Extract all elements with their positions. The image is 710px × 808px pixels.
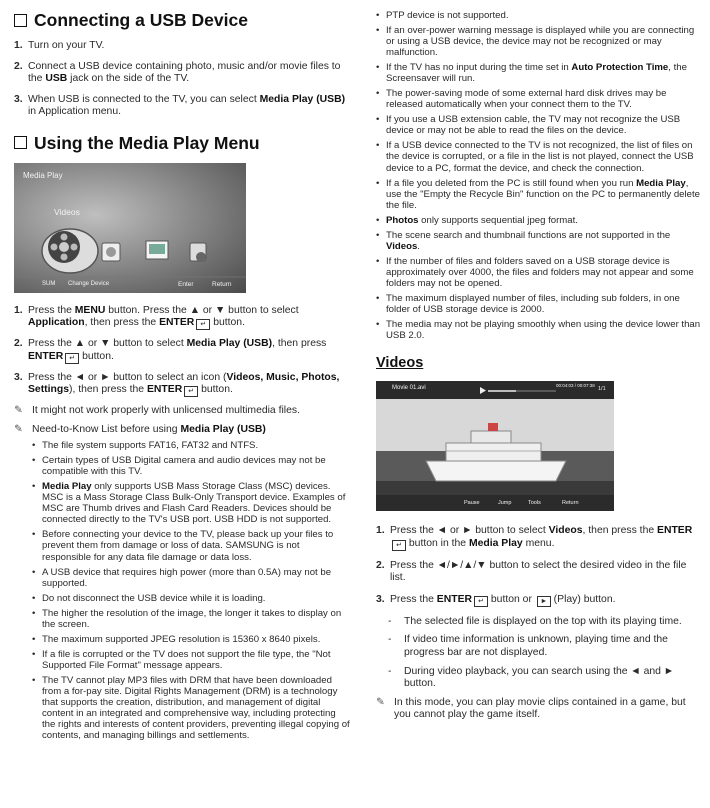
list-item: • A USB device that requires high power (more than 0.5A) may not be supported. bbox=[32, 567, 350, 589]
list-item: • If a file is corrupted or the TV does not support the file type, the "Not Supported File Format" message appears. bbox=[32, 649, 350, 671]
note-pen-icon: ✎ bbox=[14, 423, 23, 435]
list-item: • If a USB device connected to the TV is not recognized, the list of files on the device is corrupted, or a file in the list is not played, connect the USB device to a PC, format the device, and check the connection. bbox=[376, 140, 704, 173]
list-item: • PTP device is not supported. bbox=[376, 10, 704, 21]
video-time: 00:04:03 / 00:07:38 bbox=[556, 383, 595, 389]
note-need-to-know bbox=[14, 424, 346, 437]
list-item: • The media may not be playing smoothly when using the device lower than USB 2.0. bbox=[376, 319, 704, 341]
list-item: • If the TV has no input during the time set in Auto Protection Time, the Screensaver will run. bbox=[376, 62, 704, 84]
step-text: Press the ▲ or ▼ button to select Media Play (USB), then press ENTER ↵ button. bbox=[28, 338, 327, 362]
video-screenshot bbox=[376, 381, 614, 511]
step-number: 3. bbox=[376, 593, 385, 605]
list-item: • The TV cannot play MP3 files with DRM that have been downloaded from a for-pay site. Digital Rights Management (DRM) is a technology that supports the creation, distribution, and management of digital content in an integrated and comprehensive way, including protecting the rights and interests of content providers, preventing illegal copying of contents, and managing billings and settlements. bbox=[32, 675, 350, 742]
screen-title: Media Play bbox=[23, 170, 63, 180]
list-item: • Do not disconnect the USB device while it is loading. bbox=[32, 593, 350, 604]
step-item bbox=[14, 40, 346, 53]
step-item bbox=[14, 338, 346, 364]
heading-connecting-usb: Connecting a USB Device bbox=[14, 10, 346, 30]
list-item: • Certain types of USB Digital camera and audio devices may not be compatible with this TV. bbox=[32, 455, 350, 477]
list-item: • The maximum supported JPEG resolution is 15360 x 8640 pixels. bbox=[32, 634, 350, 645]
tools-label[interactable]: Tools bbox=[528, 500, 541, 507]
step-number: 1. bbox=[14, 304, 23, 316]
list-item: • If a file you deleted from the PC is still found when you run Media Play, use the "Empty the Recycle Bin" function on the PC to permanently delete the file. bbox=[376, 178, 704, 211]
list-item: • The scene search and thumbnail functions are not supported in the Videos. bbox=[376, 230, 704, 252]
step-text: Turn on your TV. bbox=[28, 40, 105, 51]
step-number: 3. bbox=[14, 371, 23, 383]
video-filename: Movie 01.avi bbox=[392, 385, 426, 392]
step-text: Press the ◄ or ► button to select an icon (Videos, Music, Photos, Settings), then press the ENTER ↵ button. bbox=[28, 371, 340, 395]
media-play-screenshot bbox=[14, 163, 246, 293]
note-game-clips: ✎ In this mode, you can play movie clips contained in a game, but you cannot play the game itself. bbox=[376, 696, 686, 721]
return-label[interactable]: Return bbox=[212, 280, 232, 288]
step-item bbox=[14, 305, 346, 331]
note-unlicensed: ✎ It might not work properly with unlicensed multimedia files. bbox=[14, 405, 300, 416]
list-item: • If the number of files and folders saved on a USB storage device is approximately over 4000, the files and folders may not appear and some folders may not be opened. bbox=[376, 256, 704, 289]
heading-using-media-play: Using the Media Play Menu bbox=[14, 133, 346, 153]
note2-text: Need-to-Know List before using Media Play (USB) bbox=[32, 423, 266, 435]
step-item bbox=[14, 61, 346, 86]
list-item: • Media Play only supports USB Mass Storage Class (MSC) devices. MSC is a Mass Storage Class Bulk-Only Transport device. Examples of MSC are Thumb drives and Flash Card Readers. Devices should be connected directly to the TV's USB port. USB HDD is not supported. bbox=[32, 481, 350, 525]
step-number: 2. bbox=[14, 60, 23, 72]
sum-label: SUM bbox=[42, 280, 56, 287]
left-bullet-list bbox=[32, 440, 350, 741]
list-item: • If you use a USB extension cable, the TV may not recognize the USB device or may not be able to read the files on the device. bbox=[376, 114, 704, 136]
list-item: - If video time information is unknown, playing time and the progress bar are not displayed. bbox=[376, 634, 704, 659]
step-text: Connect a USB device containing photo, music and/or movie files to the USB jack on the side of the TV. bbox=[28, 60, 341, 84]
step-text: Press the ENTER ↵ button or ► (Play) button. bbox=[390, 593, 616, 605]
step-text: When USB is connected to the TV, you can select Media Play (USB) in Application menu. bbox=[28, 93, 346, 117]
return-label[interactable]: Return bbox=[562, 500, 579, 507]
step-item bbox=[14, 372, 346, 398]
enter-label[interactable]: Enter bbox=[178, 280, 194, 288]
step-text: Press the ◄ or ► button to select Videos, then press the ENTER↵ button in the Media Play menu. bbox=[390, 525, 693, 549]
left-column bbox=[14, 0, 350, 745]
media-icons bbox=[14, 163, 246, 293]
list-item: • The higher the resolution of the image, the longer it takes to display on the screen. bbox=[32, 608, 350, 630]
list-item: • The file system supports FAT16, FAT32 and NTFS. bbox=[32, 440, 350, 451]
video-dash-list bbox=[376, 616, 704, 691]
step-number: 2. bbox=[14, 338, 23, 349]
list-item: • If an over-power warning message is displayed while you are connecting or using a USB device, the device may not be recognized or may malfunction. bbox=[376, 25, 704, 58]
step-number: 1. bbox=[14, 40, 23, 51]
heading-videos: Videos bbox=[376, 355, 424, 372]
note-pen-icon: ✎ bbox=[376, 696, 385, 708]
step-text: Press the MENU button. Press the ▲ or ▼ button to select Application, then press the ENTER ↵ button. bbox=[28, 304, 299, 328]
step-item bbox=[376, 560, 704, 585]
video-steps-list bbox=[376, 525, 704, 607]
list-item: - During video playback, you can search using the ◄ and ► button. bbox=[376, 666, 704, 691]
note-pen-icon: ✎ bbox=[14, 405, 23, 416]
step-item bbox=[376, 525, 704, 551]
right-column bbox=[376, 0, 704, 722]
step-item bbox=[376, 594, 704, 607]
step-number: 1. bbox=[376, 525, 385, 537]
video-count: 1/1 bbox=[598, 386, 606, 393]
step-number: 3. bbox=[14, 93, 23, 105]
menu-steps-list bbox=[14, 305, 346, 398]
jump-label[interactable]: Jump bbox=[498, 500, 512, 507]
checkbox-icon bbox=[14, 136, 27, 149]
step-number: 2. bbox=[376, 559, 385, 571]
step-text: Press the ◄/►/▲/▼ button to select the desired video in the file list. bbox=[390, 559, 687, 584]
list-item: • The maximum displayed number of files, including sub folders, in one folder of USB storage device is 2000. bbox=[376, 293, 704, 315]
videos-label: Videos bbox=[54, 206, 80, 217]
change-device-label[interactable]: Change Device bbox=[68, 280, 110, 287]
list-item: • Before connecting your device to the TV, please back up your files to prevent them from damage or loss of data. SAMSUNG is not responsible for any data file damage or data loss. bbox=[32, 529, 350, 562]
list-item: • The power-saving mode of some external hard disk drives may be released automatically when your connect them to the TV. bbox=[376, 88, 704, 110]
connect-steps-list bbox=[14, 40, 346, 119]
list-item: • Photos only supports sequential jpeg format. bbox=[376, 215, 704, 226]
step-item bbox=[14, 94, 346, 119]
cruise-ship-image bbox=[376, 381, 614, 511]
right-bullet-list bbox=[376, 10, 704, 341]
pause-label[interactable]: Pause bbox=[464, 500, 480, 507]
list-item: - The selected file is displayed on the top with its playing time. bbox=[376, 616, 704, 629]
checkbox-icon bbox=[14, 14, 27, 27]
